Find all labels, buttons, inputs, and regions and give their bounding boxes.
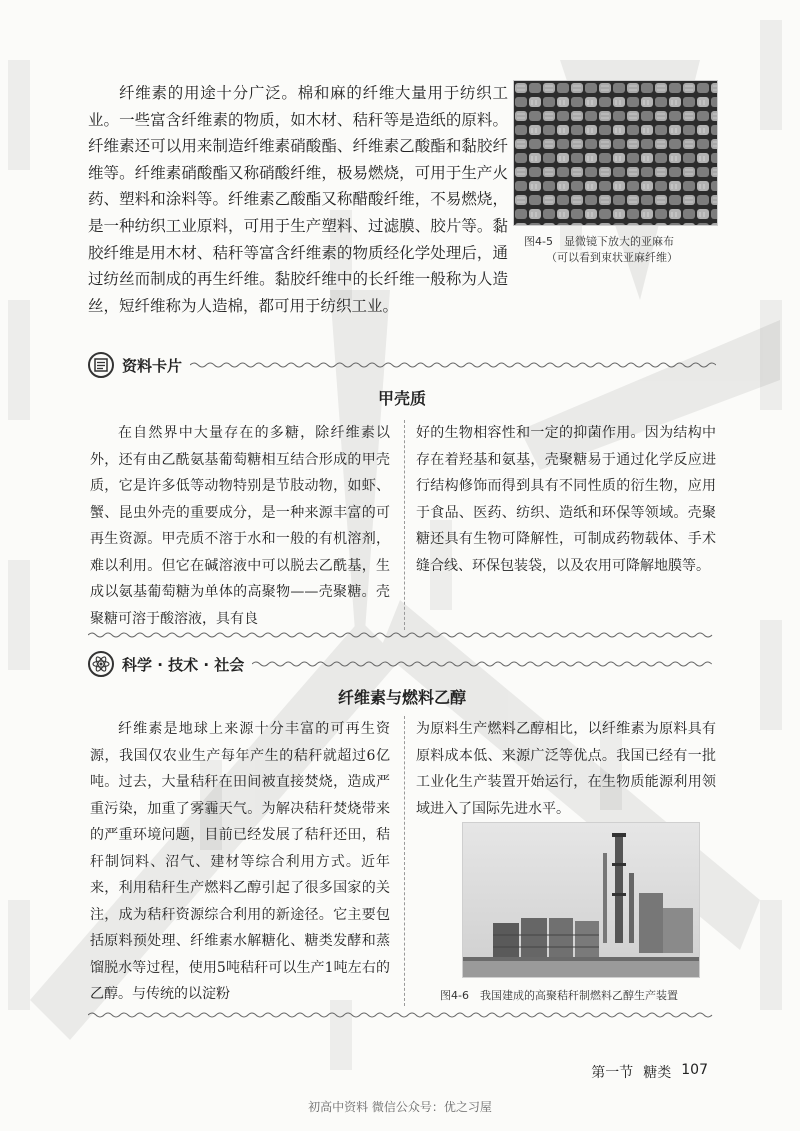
- data-card-label: 资料卡片: [122, 356, 183, 375]
- page-number: 107: [681, 1062, 708, 1078]
- figure-4-6-caption: 图4-6 我国建成的高聚秸秆制燃料乙醇生产装置: [440, 989, 678, 1002]
- sts-header: [88, 651, 716, 677]
- source-note: 初高中资料 微信公众号：优之习屋: [308, 1100, 492, 1114]
- page-footer: [591, 1062, 708, 1082]
- data-card-icon: [88, 352, 114, 378]
- section-divider-wave: [88, 1010, 716, 1020]
- footer-topic: 糖类: [643, 1065, 672, 1081]
- data-card-header: [88, 352, 716, 378]
- ethanol-right-column: 为原料生产燃料乙醇相比，以纤维素为原料具有原料成本低、来源广泛等优点。我国已经有一批工业化生产装置开始运行，在生物质能源利用领域进入了国际先进水平。: [416, 721, 716, 817]
- section-divider-wave: [88, 630, 716, 640]
- ethanol-plant-figure: [462, 822, 700, 978]
- intro-paragraph: 纤维素的用途十分广泛。棉和麻的纤维大量用于纺织工业。一些富含纤维素的物质，如木材、秸秆等是造纸的原料。纤维素还可以用来制造纤维素硝酸酯、纤维素乙酸酯和黏胶纤维等。纤维素硝酸酯又称硝酸纤维，极易燃烧，可用于生产火药、塑料和涂料等。纤维素乙酸酯又称醋酸纤维，不易燃烧，是一种纺织工业原料，可用于生产塑料、过滤膜、胶片等。黏胶纤维是用木材、秸秆等富含纤维素的物质经化学处理后，通过纺丝而制成的再生纤维。黏胶纤维中的长纤维一般称为人造丝，短纤维称为人造棉，都可用于纺织工业。: [88, 84, 508, 315]
- sts-label: 科学 · 技术 · 社会: [122, 655, 245, 674]
- figure-4-5-caption-line2: （可以看到束状亚麻纤维）: [546, 251, 678, 264]
- chitin-right-column: 好的生物相容性和一定的抑菌作用。因为结构中存在着羟基和氨基，壳聚糖易于通过化学反应进行结构修饰而得到具有不同性质的衍生物，应用于食品、医药、纺织、造纸和环保等领域。壳聚糖还具有生物可降解性，可制成药物载体、手术缝合线、环保包装袋，以及农用可降解地膜等。: [416, 425, 716, 574]
- column-divider: [404, 716, 405, 1006]
- header-wave-line: [190, 360, 716, 370]
- figure-4-5-caption-line1: 图4-5 显微镜下放大的亚麻布: [524, 235, 674, 248]
- footer-section: 第一节: [591, 1065, 634, 1081]
- chitin-title: 甲壳质: [377, 389, 426, 408]
- column-divider: [404, 420, 405, 630]
- ethanol-left-column: 纤维素是地球上来源十分丰富的可再生资源，我国仅农业生产每年产生的秸秆就超过6亿吨。过去，大量秸秆在田间被直接焚烧，造成严重污染，加重了雾霾天气。为解决秸秆焚烧带来的严重环境问题，目前已经发展了秸秆还田，秸秆制饲料、沼气、建材等综合利用方式。近年来，利用秸秆生产燃料乙醇引起了很多国家的关注，成为秸秆资源综合利用的新途径。它主要包括原料预处理、纤维素水解糖化、糖类发酵和蒸馏脱水等过程，使用5吨秸秆可以生产1吨左右的乙醇。与传统的以淀粉: [90, 721, 390, 1002]
- linen-micrograph-figure: [513, 80, 718, 226]
- ethanol-plant-image: [463, 823, 699, 977]
- chitin-left-column: 在自然界中大量存在的多糖，除纤维素以外，还有由乙酰氨基葡萄糖相互结合形成的甲壳质，它是许多低等动物特别是节肢动物，如虾、蟹、昆虫外壳的重要成分，是一种来源丰富的可再生资源。甲壳质不溶于水和一般的有机溶剂，难以利用。但它在碱溶液中可以脱去乙酰基，生成以氨基葡萄糖为单体的高聚物——壳聚糖。壳聚糖可溶于酸溶液，具有良: [90, 425, 390, 627]
- atom-icon: [88, 651, 114, 677]
- header-wave-line: [252, 659, 716, 669]
- linen-weave-image: [514, 81, 717, 225]
- intro-text: [88, 80, 508, 319]
- figure-4-5-caption: [524, 234, 724, 266]
- cellulose-ethanol-title: 纤维素与燃料乙醇: [337, 688, 466, 707]
